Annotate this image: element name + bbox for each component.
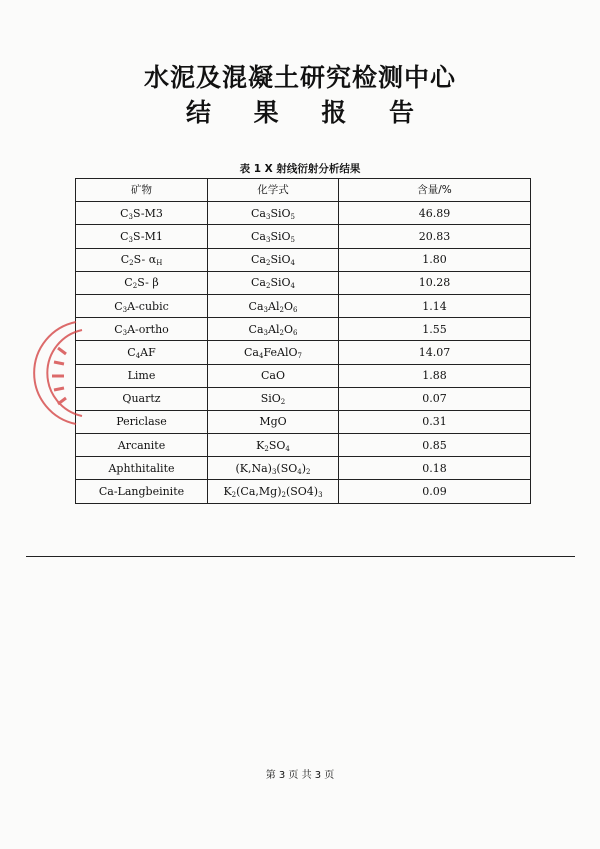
text-part: Arcanite: [117, 438, 166, 452]
text-part: Al: [268, 322, 280, 336]
table-row: [76, 225, 531, 248]
subscript-part: 3: [263, 328, 268, 337]
text-part: CaO: [261, 369, 285, 383]
text-part: C: [120, 253, 130, 267]
text-part: SiO: [270, 206, 291, 220]
subscript-part: 2: [280, 398, 286, 407]
subscript-part: 2: [132, 282, 138, 291]
text-part: K: [256, 438, 265, 452]
text-part: S- β: [137, 276, 159, 290]
text-part: MgO: [259, 415, 287, 429]
subscript-part: 7: [297, 351, 302, 360]
mineral-cell: [76, 271, 208, 294]
formula-cell: [208, 202, 339, 225]
header-mineral: 矿物: [76, 179, 208, 202]
text-part: Al: [268, 299, 280, 313]
table-caption: 表 1 X 射线衍射分析结果: [239, 163, 361, 175]
report-title: 结 果 报 告: [185, 98, 432, 127]
header-content: 含量/%: [339, 179, 531, 202]
text-part: S- α: [133, 253, 157, 267]
subscript-part: 2: [264, 444, 269, 453]
subscript-part: 3: [128, 212, 133, 221]
content-cell: 0.31: [339, 410, 531, 433]
formula-cell: [208, 410, 339, 433]
table-row: [76, 294, 531, 317]
table-row: [76, 248, 531, 271]
formula-cell: [208, 271, 339, 294]
mineral-cell: [76, 480, 208, 503]
text-part: Ca: [244, 345, 259, 359]
mineral-cell: [76, 364, 208, 387]
subscript-part: 3: [318, 491, 323, 500]
formula-cell: [208, 480, 339, 503]
mineral-cell: [76, 202, 208, 225]
formula-cell: [208, 457, 339, 480]
text-part: O: [283, 299, 293, 313]
subscript-part: 3: [265, 235, 271, 244]
text-part: Ca: [251, 229, 266, 243]
text-part: (SO: [276, 461, 298, 475]
table-row: [76, 341, 531, 364]
content-cell: 1.88: [339, 364, 531, 387]
text-part: Periclase: [116, 415, 167, 429]
text-part: SO: [268, 438, 286, 452]
formula-cell: [208, 341, 339, 364]
subscript-part: 6: [292, 328, 298, 337]
table-row: [76, 387, 531, 410]
header-formula: 化学式: [208, 179, 339, 202]
text-part: C: [120, 206, 129, 220]
text-part: Ca: [248, 322, 264, 336]
text-part: SiO: [270, 276, 291, 290]
content-cell: 0.09: [339, 480, 531, 503]
text-part: (Ca,Mg): [236, 485, 282, 499]
text-part: AF: [140, 345, 156, 359]
mineral-cell: [76, 225, 208, 248]
text-part: O: [283, 322, 293, 336]
subscript-part: 2: [129, 259, 134, 268]
text-part: (SO4): [285, 485, 319, 499]
subscript-part: 2: [279, 305, 284, 314]
subscript-part: 2: [306, 467, 311, 476]
text-part: FeAlO: [263, 345, 298, 359]
content-cell: 1.80: [339, 248, 531, 271]
text-part: Lime: [127, 369, 156, 383]
text-part: S-M1: [132, 229, 163, 243]
content-cell: 0.85: [339, 434, 531, 457]
formula-cell: [208, 294, 339, 317]
text-part: S-M3: [132, 206, 163, 220]
mineral-cell: [76, 434, 208, 457]
subscript-part: 4: [290, 259, 295, 268]
subscript-part: 3: [122, 305, 128, 314]
content-cell: 14.07: [339, 341, 531, 364]
text-part: C: [127, 345, 136, 359]
text-part: A-ortho: [127, 322, 169, 336]
subscript-part: H: [156, 259, 163, 268]
text-part: C: [114, 299, 123, 313]
subscript-part: 4: [285, 444, 290, 453]
subscript-part: 2: [281, 491, 286, 500]
subscript-part: 3: [271, 467, 277, 476]
subscript-part: 4: [290, 282, 295, 291]
text-part: C: [120, 229, 129, 243]
formula-cell: [208, 248, 339, 271]
mineral-cell: [76, 294, 208, 317]
content-cell: 1.14: [339, 294, 531, 317]
text-part: Ca: [251, 206, 266, 220]
mineral-cell: [76, 318, 208, 341]
formula-cell: [208, 318, 339, 341]
subscript-part: 6: [292, 305, 298, 314]
divider-line: [26, 556, 575, 557]
subscript-part: 4: [297, 467, 302, 476]
subscript-part: 2: [231, 491, 237, 500]
subscript-part: 4: [259, 351, 264, 360]
subscript-part: 2: [265, 282, 271, 291]
mineral-cell: [76, 457, 208, 480]
content-cell: 1.55: [339, 318, 531, 341]
content-cell: 46.89: [339, 202, 531, 225]
xrd-results-table: [75, 178, 531, 504]
mineral-cell: [76, 341, 208, 364]
table-row: [76, 202, 531, 225]
mineral-cell: [76, 387, 208, 410]
formula-cell: [208, 387, 339, 410]
content-cell: 20.83: [339, 225, 531, 248]
text-part: SiO: [270, 253, 291, 267]
text-part: K: [223, 485, 232, 499]
subscript-part: 2: [279, 328, 284, 337]
text-part: SiO: [260, 392, 281, 406]
table-row: [76, 364, 531, 387]
text-part: Ca: [251, 276, 266, 290]
text-part: Ca: [248, 299, 264, 313]
content-cell: 0.18: [339, 457, 531, 480]
org-name: 水泥及混凝土研究检测中心: [143, 63, 456, 92]
text-part: C: [124, 276, 133, 290]
subscript-part: 5: [290, 212, 295, 221]
subscript-part: 4: [135, 351, 141, 360]
page-number: 第 3 页 共 3 页: [265, 770, 335, 781]
text-part: SiO: [270, 229, 291, 243]
text-part: ): [301, 461, 307, 475]
table-row: [76, 480, 531, 503]
text-part: Aphthitalite: [108, 461, 175, 475]
table-row: [76, 410, 531, 433]
text-part: Ca-Langbeinite: [98, 485, 185, 499]
table-row: [76, 434, 531, 457]
table-row: [76, 457, 531, 480]
subscript-part: 5: [290, 235, 295, 244]
text-part: Ca: [251, 253, 266, 267]
formula-cell: [208, 225, 339, 248]
subscript-part: 3: [265, 212, 271, 221]
table-row: [76, 271, 531, 294]
formula-cell: [208, 434, 339, 457]
mineral-cell: [76, 410, 208, 433]
formula-cell: [208, 364, 339, 387]
text-part: (K,Na): [235, 461, 272, 475]
text-part: Quartz: [122, 392, 161, 406]
seal-stamp-icon: [28, 318, 88, 428]
mineral-cell: [76, 248, 208, 271]
text-part: A-cubic: [127, 299, 169, 313]
subscript-part: 3: [122, 328, 128, 337]
content-cell: 0.07: [339, 387, 531, 410]
table-row: [76, 318, 531, 341]
content-cell: 10.28: [339, 271, 531, 294]
subscript-part: 3: [128, 235, 133, 244]
text-part: C: [114, 322, 123, 336]
subscript-part: 2: [265, 259, 271, 268]
table-header-row: [76, 179, 531, 202]
subscript-part: 3: [263, 305, 268, 314]
